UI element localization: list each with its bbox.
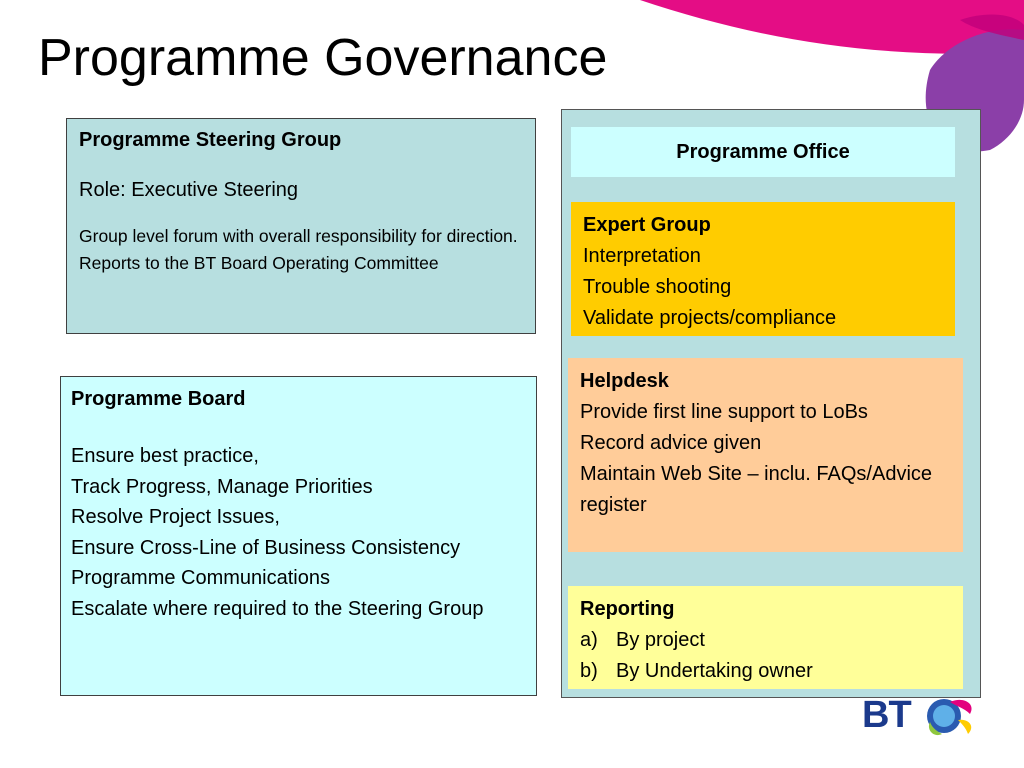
reporting-heading: Reporting: [580, 598, 675, 620]
helpdesk-heading: Helpdesk: [580, 370, 669, 392]
reporting-box: [568, 586, 963, 689]
list-item: Maintain Web Site – inclu. FAQs/Advice register: [580, 463, 933, 516]
list-item-text: By project: [616, 629, 705, 651]
list-marker: b): [580, 660, 598, 682]
bt-logo-text: BT: [862, 694, 911, 736]
steering-group-box: [66, 118, 536, 334]
list-item: Validate projects/compliance: [583, 307, 837, 329]
list-item: Resolve Project Issues,: [71, 506, 280, 529]
steering-group-role: Role: Executive Steering: [79, 179, 299, 201]
expert-group-box: [571, 202, 955, 336]
list-item: Provide first line support to LoBs: [580, 401, 868, 423]
list-item: Trouble shooting: [583, 276, 732, 298]
bt-piper-icon: [920, 692, 980, 740]
helpdesk-box: [568, 358, 963, 552]
list-item: Ensure best practice,: [71, 445, 259, 467]
list-item-text: By Undertaking owner: [616, 660, 813, 682]
programme-office-label: Programme Office: [571, 127, 955, 177]
list-item: Track Progress, Manage Priorities: [71, 475, 373, 498]
list-item: Programme Communications: [71, 567, 330, 590]
list-marker: a): [580, 629, 598, 651]
page-title: Programme Governance: [38, 29, 608, 87]
bt-logo: [862, 690, 982, 742]
steering-group-heading: Programme Steering Group: [79, 129, 342, 151]
list-item: Record advice given: [580, 432, 762, 454]
list-item: [580, 656, 951, 687]
programme-board-box: [60, 376, 537, 696]
steering-group-description: Group level forum with overall responsibility for direction. Reports to the BT Board Operating Committee: [79, 226, 518, 273]
programme-board-list: [71, 441, 526, 625]
list-item: Interpretation: [583, 245, 701, 267]
programme-board-heading: Programme Board: [71, 388, 246, 410]
list-item: [580, 625, 951, 656]
expert-group-heading: Expert Group: [583, 214, 711, 236]
list-item: Ensure Cross-Line of Business Consistency: [71, 536, 461, 559]
list-item: Escalate where required to the Steering Group: [71, 597, 484, 620]
